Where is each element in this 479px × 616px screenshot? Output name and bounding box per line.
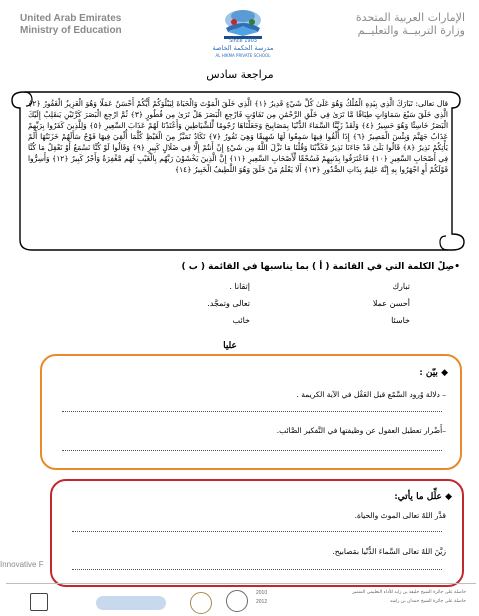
page-title: مراجعة سادس [206,68,274,81]
header-ar-line1: الإمارات العربية المتحدة [355,11,465,24]
match-b-2: تعالى وتمجَّد. [207,299,250,308]
red-q2: زيَّنَ اللهُ تعالى السَّماءَ الدُّنْيا بمَصابيح. [332,547,446,556]
logo-school-en: AL HIKMA PRIVATE SCHOOL [215,53,271,58]
match-b-1: إتقانا . [229,282,250,291]
answer-line-1[interactable] [62,411,442,412]
logo-school-ar: مدرسة الحكمة الخاصة [212,44,274,52]
award-seal-2-icon [226,590,248,612]
red-box-heading [252,492,452,502]
match-b-3: خائب [232,316,250,325]
footer-left-text: Innovative F [0,560,44,569]
match-a-3: خاسئا [391,316,410,325]
match-a-2: أحسن عملا [372,299,410,308]
school-logo [212,4,274,62]
footer-award-2: حاصلة على جائزة الشيخ حمدان بن راشد [389,599,466,604]
diamond-bullet-icon: ◆ [445,492,452,502]
match-extra: عليا [223,341,237,351]
answer-line-2[interactable] [62,450,442,451]
orange-box-title: بيّن : [419,368,438,378]
red-q1: قدَّر اللهُ تعالى الموتَ والحياة. [354,511,446,520]
red-box-title: علِّل ما يأتي: [394,492,442,502]
footer-badge-icon [96,596,166,610]
orange-box-heading [248,368,448,378]
orange-question-box [40,354,462,470]
footer-award-1: حاصلة على جائزة الشيخ خليفة بن زايد للأداء التعليمي المتميز [352,590,466,595]
header-ar-line2: وزارة التربيــة والتعليــم [357,24,465,37]
diamond-bullet-icon: ◆ [441,368,448,378]
orange-q1: – دلالة وُرود السَّمْع قبل العَقْل في الآية الكريمة . [296,390,446,399]
answer-line-4[interactable] [72,569,442,570]
footer-year-1: 2010 [256,590,268,596]
footer-divider [6,583,476,584]
red-question-box [50,479,464,587]
header-en-line1: United Arab Emirates [20,13,122,24]
answer-line-3[interactable] [72,531,442,532]
footer-logo-icon [30,593,48,611]
award-seal-icon [190,592,212,614]
footer-year-2: 2012 [256,599,268,605]
quran-verses: قال تعالى: تَبَارَكَ الَّذِي بِيَدِهِ الْمُلْكُ وَهُوَ عَلَىٰ كُلِّ شَيْءٍ قَدِيرٌ ﴿١﴾ الَّذِي خَلَقَ الْمَوْتَ وَالْحَيَاةَ لِيَبْلُوَكُمْ أَيُّكُمْ أَحْسَنُ عَمَلًا وَهُوَ الْعَزِيزُ الْغَفُورُ ﴿٢﴾ الَّذِي خَلَقَ سَبْعَ سَمَاوَاتٍ طِبَاقًا مَّا تَرَىٰ فِي خَلْقِ الرَّحْمَٰنِ مِن تَفَاوُتٍ فَارْجِعِ الْبَصَرَ هَلْ تَرَىٰ مِن فُطُورٍ ﴿٣﴾ ثُمَّ ارْجِعِ الْبَصَرَ كَرَّتَيْنِ يَنقَلِبْ إِلَيْكَ الْبَصَرُ خَاسِئًا وَهُوَ حَسِيرٌ ﴿٤﴾ وَلَقَدْ زَيَّنَّا السَّمَاءَ الدُّنْيَا بِمَصَابِيحَ وَجَعَلْنَاهَا رُجُومًا لِّلشَّيَاطِينِ وَأَعْتَدْنَا لَهُمْ عَذَابَ السَّعِيرِ ﴿٥﴾ وَلِلَّذِينَ كَفَرُوا بِرَبِّهِمْ عَذَابُ جَهَنَّمَ وَبِئْسَ الْمَصِيرُ ﴿٦﴾ إِذَا أُلْقُوا فِيهَا سَمِعُوا لَهَا شَهِيقًا وَهِيَ تَفُورُ ﴿٧﴾ تَكَادُ تَمَيَّزُ مِنَ الْغَيْظِ كُلَّمَا أُلْقِيَ فِيهَا فَوْجٌ سَأَلَهُمْ خَزَنَتُهَا أَلَمْ يَأْتِكُمْ نَذِيرٌ ﴿٨﴾ قَالُوا بَلَىٰ قَدْ جَاءَنَا نَذِيرٌ فَكَذَّبْنَا وَقُلْنَا مَا نَزَّلَ اللَّهُ مِن شَيْءٍ إِنْ أَنتُمْ إِلَّا فِي ضَلَالٍ كَبِيرٍ ﴿٩﴾ وَقَالُوا لَوْ كُنَّا نَسْمَعُ أَوْ نَعْقِلُ مَا كُنَّا فِي أَصْحَابِ السَّعِيرِ ﴿١٠﴾ فَاعْتَرَفُوا بِذَنبِهِمْ فَسُحْقًا لِّأَصْحَابِ السَّعِيرِ ﴿١١﴾ إِنَّ الَّذِينَ يَخْشَوْنَ رَبَّهُم بِالْغَيْبِ لَهُم مَّغْفِرَةٌ وَأَجْرٌ كَبِيرٌ ﴿١٢﴾ وَأَسِرُّوا قَوْلَكُمْ أَوِ اجْهَرُوا بِهِ إِنَّهُ عَلِيمٌ بِذَاتِ الصُّدُورِ ﴿١٣﴾ أَلَا يَعْلَمُ مَنْ خَلَقَ وَهُوَ اللَّطِيفُ الْخَبِيرُ ﴿١٤﴾ [28,99,449,174]
orange-q2: –أَضْرار تعطيل العقول عن وظيفتها في التَّفكير الصَّائب. [276,426,446,435]
match-heading: •صِلْ الكلمة التي في القائمة ( أ ) بما يناسبها في القائمة ( ب ) [181,262,460,272]
match-a-1: تبارك [392,282,410,291]
logo-since: Since 1903 [229,38,257,44]
scroll-frame [8,84,472,254]
header-en-line2: Ministry of Education [20,25,122,36]
